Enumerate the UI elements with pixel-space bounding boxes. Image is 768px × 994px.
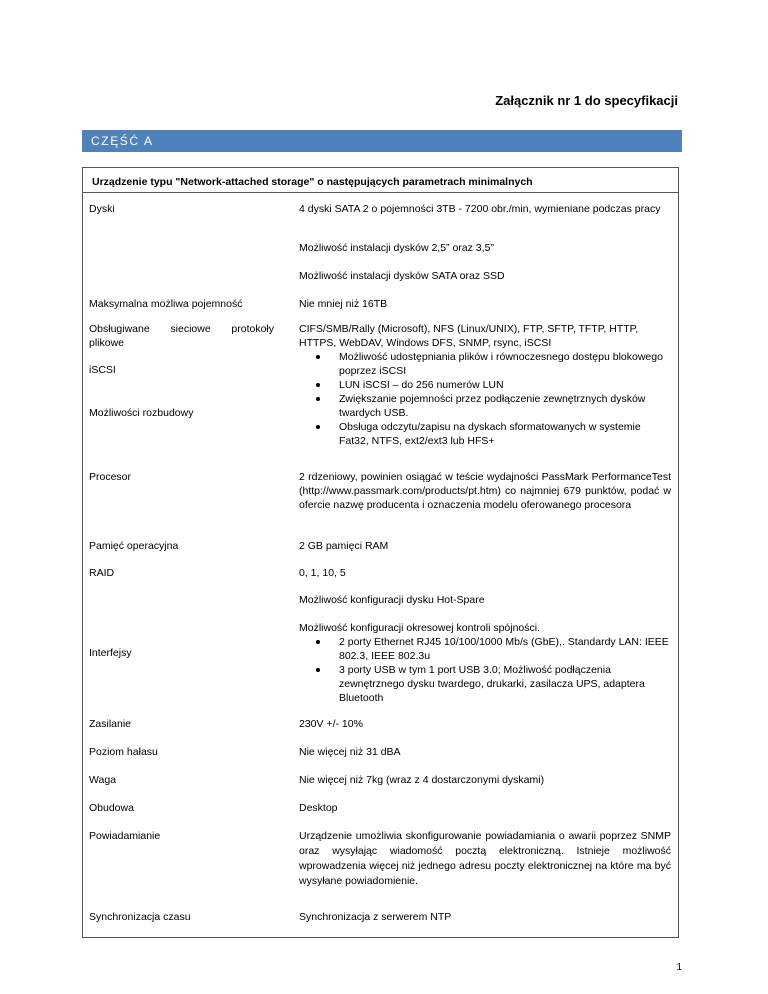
- label-iscsi: iSCSI: [89, 364, 116, 376]
- list-item: Zwiększanie pojemności przez podłączenie zewnętrznych dysków twardych USB.: [299, 392, 671, 420]
- attachment-title: Załącznik nr 1 do specyfikacji: [495, 93, 678, 108]
- page-number: 1: [676, 962, 682, 973]
- section-heading: CZĘŚĆ A: [82, 130, 682, 152]
- value-capacity: Nie mniej niż 16TB: [299, 298, 388, 310]
- list-item: 2 porty Ethernet RJ45 10/100/1000 Mb/s (GbE),. Standardy LAN: IEEE 802.3, IEEE 802.3u: [299, 635, 671, 663]
- value-memory: 2 GB pamięci RAM: [299, 540, 389, 552]
- value-weight: Nie więcej niż 7kg (wraz z 4 dostarczonymi dyskami): [299, 774, 545, 786]
- label-processor: Procesor: [89, 471, 132, 483]
- list-item: Możliwość udostępniania plików i równoczesnego dostępu blokowego poprzez iSCSI: [299, 350, 671, 378]
- label-protocols-cont: plikowe: [89, 337, 125, 349]
- label-noise: Poziom hałasu: [89, 746, 158, 758]
- list-item: Obsługa odczytu/zapisu na dyskach sformatowanych w systemie Fat32, NTFS, ext2/ext3 lub HFS+: [299, 420, 671, 448]
- label-weight: Waga: [89, 774, 117, 786]
- label-enclosure: Obudowa: [89, 802, 134, 814]
- label-protocols-word: protokoły: [231, 323, 274, 335]
- label-interfaces: Interfejsy: [89, 647, 132, 659]
- protocols-block: [299, 322, 671, 448]
- label-disks: Dyski: [89, 203, 115, 215]
- value-enclosure: Desktop: [299, 802, 338, 814]
- value-disks: 4 dyski SATA 2 o pojemności 3TB - 7200 obr./min, wymieniane podczas pracy: [299, 203, 661, 215]
- label-power: Zasilanie: [89, 718, 132, 730]
- label-protocols-word: sieciowe: [170, 323, 211, 335]
- label-protocols-word: Obsługiwane: [89, 323, 150, 335]
- value-consistency-check: Możliwość konfiguracji okresowej kontroli spójności.: [299, 622, 541, 634]
- value-hot-spare: Możliwość konfiguracji dysku Hot-Spare: [299, 594, 485, 606]
- label-notifications: Powiadamianie: [89, 830, 161, 842]
- value-raid-levels: 0, 1, 10, 5: [299, 567, 346, 579]
- value-processor: 2 rdzeniowy, powinien osiągać w teście wydajności PassMark PerformanceTest (http://www.passmark.com/products/pt.htm) co najmniej 679 punktów, podać w ofercie nazwę producenta i oznaczenia modelu oferowanego procesora: [299, 471, 671, 511]
- value-disk-sizes: Możliwość instalacji dysków 2,5” oraz 3,5”: [299, 242, 494, 254]
- value-noise: Nie więcej niż 31 dBA: [299, 746, 401, 758]
- value-time-sync: Synchronizacja z serwerem NTP: [299, 911, 452, 923]
- label-time-sync: Synchronizacja czasu: [89, 911, 191, 923]
- value-power: 230V +/- 10%: [299, 718, 363, 730]
- spec-table-header: Urządzenie typu "Network-attached storage" o następujących parametrach minimalnych: [92, 176, 533, 188]
- list-item: 3 porty USB w tym 1 port USB 3.0; Możliwość podłączenia zewnętrznego dysku twardego, drukarki, zasilacza UPS, adaptera Bluetooth: [299, 663, 671, 705]
- list-item: LUN iSCSI – do 256 numerów LUN: [299, 378, 671, 392]
- value-disk-types: Możliwość instalacji dysków SATA oraz SSD: [299, 270, 505, 282]
- label-capacity: Maksymalna możliwa pojemność: [89, 298, 243, 310]
- interfaces-block: [299, 621, 671, 705]
- label-protocols: [89, 322, 274, 336]
- label-expansion: Możliwości rozbudowy: [89, 407, 194, 419]
- value-notifications: Urządzenie umożliwia skonfigurowanie powiadamiania o awarii poprzez SNMP oraz wysyłając wiadomość pocztą elektroniczną. Istnieje możliwość wprowadzenia więcej niż jednego adresu poczty elektronicznej na które ma być wysyłane powiadomienie.: [299, 830, 671, 887]
- label-raid: RAID: [89, 567, 115, 579]
- divider: [82, 192, 679, 193]
- label-memory: Pamięć operacyjna: [89, 540, 179, 552]
- value-protocols: CIFS/SMB/Rally (Microsoft), NFS (Linux/UNIX), FTP, SFTP, TFTP, HTTP, HTTPS, WebDAV, Windows DFS, SNMP, rsync, iSCSI: [299, 323, 639, 349]
